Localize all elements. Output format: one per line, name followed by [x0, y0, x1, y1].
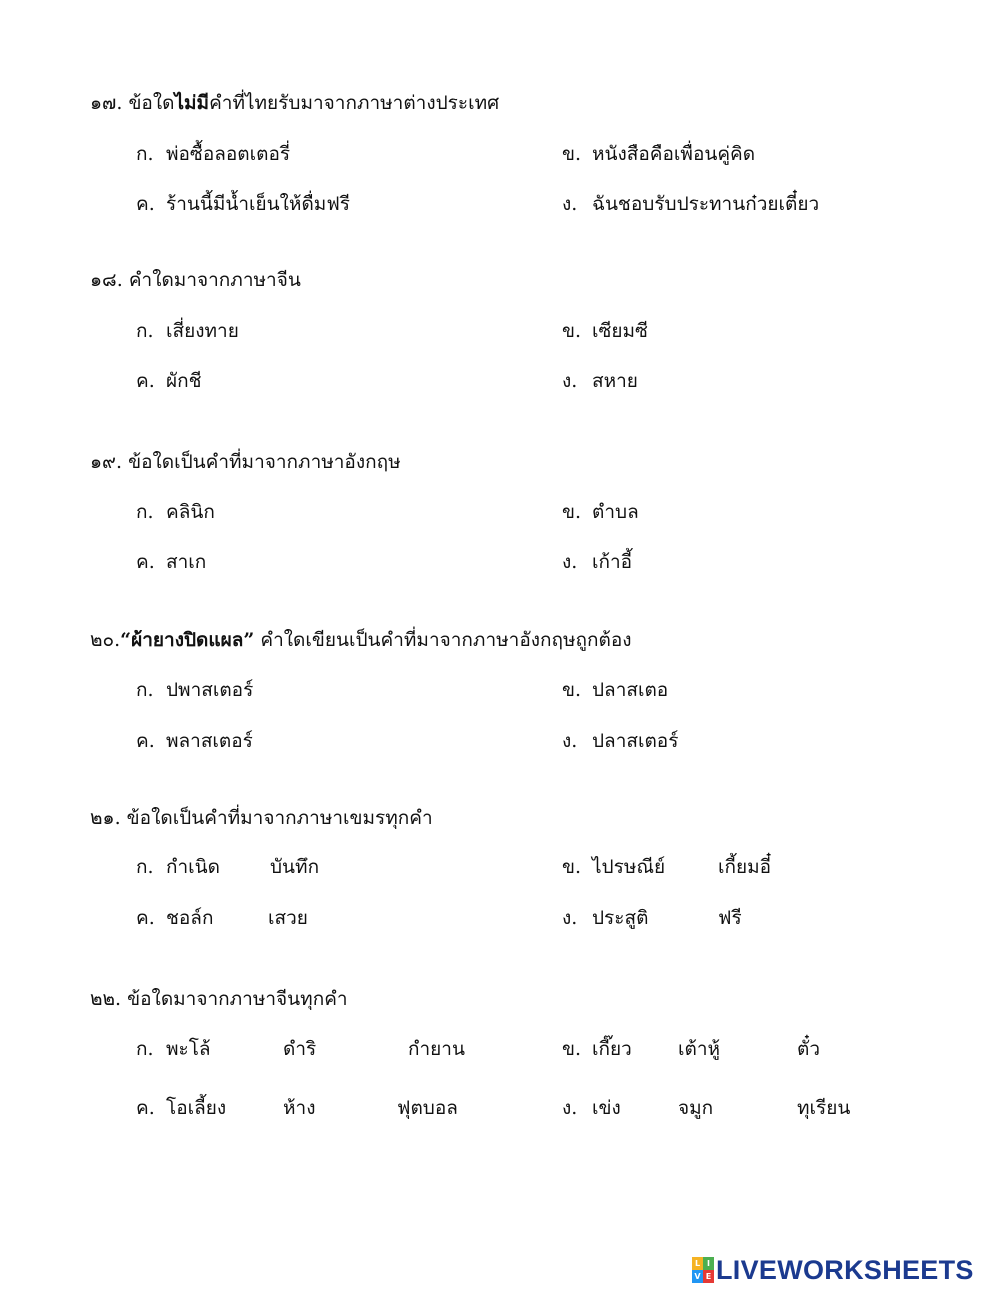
option-22-c[interactable]: ค. — [136, 1097, 155, 1119]
option-21-b-word-2: เกี้ยมอี๋ — [718, 856, 772, 878]
option-21-c-word-2: เสวย — [268, 907, 308, 929]
question-text: คำใดมาจากภาษาจีน — [128, 269, 301, 291]
question-21 — [90, 806, 433, 830]
option-22-a[interactable]: ก. — [136, 1038, 154, 1060]
option-21-c-word-1: ชอล์ก — [166, 907, 214, 929]
option-21-a[interactable]: ก. — [136, 856, 154, 878]
option-18-c[interactable]: ค. ผักชี — [136, 370, 202, 392]
option-19-c[interactable]: ค. สาเก — [136, 551, 207, 573]
question-number: ๒๒. — [90, 988, 122, 1010]
question-text: ข้อใดมาจากภาษาจีนทุกคำ — [127, 988, 348, 1010]
option-22-a-word-2: ดำริ — [283, 1038, 317, 1060]
option-21-d-word-2: ฟรี — [718, 907, 742, 929]
icon-cell: I — [703, 1257, 714, 1270]
liveworksheets-logo — [692, 1255, 974, 1285]
live-icon — [692, 1257, 714, 1283]
icon-cell: E — [703, 1270, 714, 1283]
option-20-a[interactable]: ก. ปพาสเตอร์ — [136, 679, 254, 701]
option-21-b[interactable]: ข. — [562, 856, 582, 878]
question-emphasis: “ผ้ายางปิดแผล” — [120, 629, 255, 651]
option-22-c-word-1: โอเลี้ยง — [166, 1097, 227, 1119]
option-21-d-word-1: ประสูติ — [592, 907, 649, 929]
question-20 — [90, 628, 632, 652]
option-17-c[interactable]: ค. ร้านนี้มีน้ำเย็นให้ดื่มฟรี — [136, 193, 350, 215]
option-17-a[interactable]: ก. พ่อซื้อลอตเตอรี่ — [136, 143, 291, 165]
option-20-b[interactable]: ข. ปลาสเตอ — [562, 679, 669, 701]
question-number: ๑๗. — [90, 92, 123, 114]
question-emphasis: ไม่มี — [174, 92, 210, 114]
option-21-c[interactable]: ค. — [136, 907, 155, 929]
option-22-d-word-2: จมูก — [678, 1097, 714, 1119]
option-22-d[interactable]: ง. — [562, 1097, 578, 1119]
question-number: ๑๘. — [90, 269, 123, 291]
option-18-d[interactable]: ง. สหาย — [562, 370, 638, 392]
question-17 — [90, 91, 499, 115]
option-22-a-word-1: พะโล้ — [166, 1038, 211, 1060]
question-text: ข้อใด — [128, 92, 175, 114]
question-text-rest: คำใดเขียนเป็นคำที่มาจากภาษาอังกฤษถูกต้อง — [254, 629, 632, 651]
option-22-b-word-1: เกี๊ยว — [592, 1038, 632, 1060]
option-19-d[interactable]: ง. เก้าอี้ — [562, 551, 633, 573]
option-22-a-word-3: กำยาน — [408, 1038, 465, 1060]
question-18 — [90, 268, 301, 292]
logo-text: LIVEWORKSHEETS — [716, 1254, 974, 1285]
option-21-d[interactable]: ง. — [562, 907, 578, 929]
question-22 — [90, 987, 348, 1011]
option-20-d[interactable]: ง. ปลาสเตอร์ — [562, 730, 679, 752]
question-text-rest: คำที่ไทยรับมาจากภาษาต่างประเทศ — [209, 92, 500, 114]
option-21-a-word-1: กำเนิด — [166, 856, 220, 878]
option-22-d-word-1: เข่ง — [592, 1097, 621, 1119]
option-22-b-word-2: เต้าหู้ — [678, 1038, 721, 1060]
option-22-b[interactable]: ข. — [562, 1038, 582, 1060]
option-18-a[interactable]: ก. เสี่ยงทาย — [136, 320, 239, 342]
option-22-c-word-2: ห้าง — [283, 1097, 316, 1119]
icon-cell: V — [692, 1270, 703, 1283]
option-21-a-word-2: บันทึก — [270, 856, 320, 878]
option-17-d[interactable]: ง. ฉันชอบรับประทานก๋วยเตี๋ยว — [562, 193, 820, 215]
icon-cell: L — [692, 1257, 703, 1270]
question-text: ข้อใดเป็นคำที่มาจากภาษาอังกฤษ — [128, 451, 401, 473]
option-22-c-word-3: ฟุตบอล — [397, 1097, 458, 1119]
option-21-b-word-1: ไปรษณีย์ — [592, 856, 666, 878]
option-19-a[interactable]: ก. คลินิก — [136, 501, 215, 523]
option-22-b-word-3: ตั๋ว — [797, 1038, 821, 1060]
question-number: ๑๙. — [90, 451, 123, 473]
question-19 — [90, 450, 401, 474]
option-19-b[interactable]: ข. ตำบล — [562, 501, 639, 523]
option-18-b[interactable]: ข. เซียมซี — [562, 320, 648, 342]
option-17-b[interactable]: ข. หนังสือคือเพื่อนคู่คิด — [562, 143, 756, 165]
question-number: ๒๑. — [90, 807, 121, 829]
option-20-c[interactable]: ค. พลาสเตอร์ — [136, 730, 253, 752]
question-text: ข้อใดเป็นคำที่มาจากภาษาเขมรทุกคำ — [126, 807, 433, 829]
option-22-d-word-3: ทุเรียน — [797, 1097, 851, 1119]
question-number: ๒๐. — [90, 629, 121, 651]
